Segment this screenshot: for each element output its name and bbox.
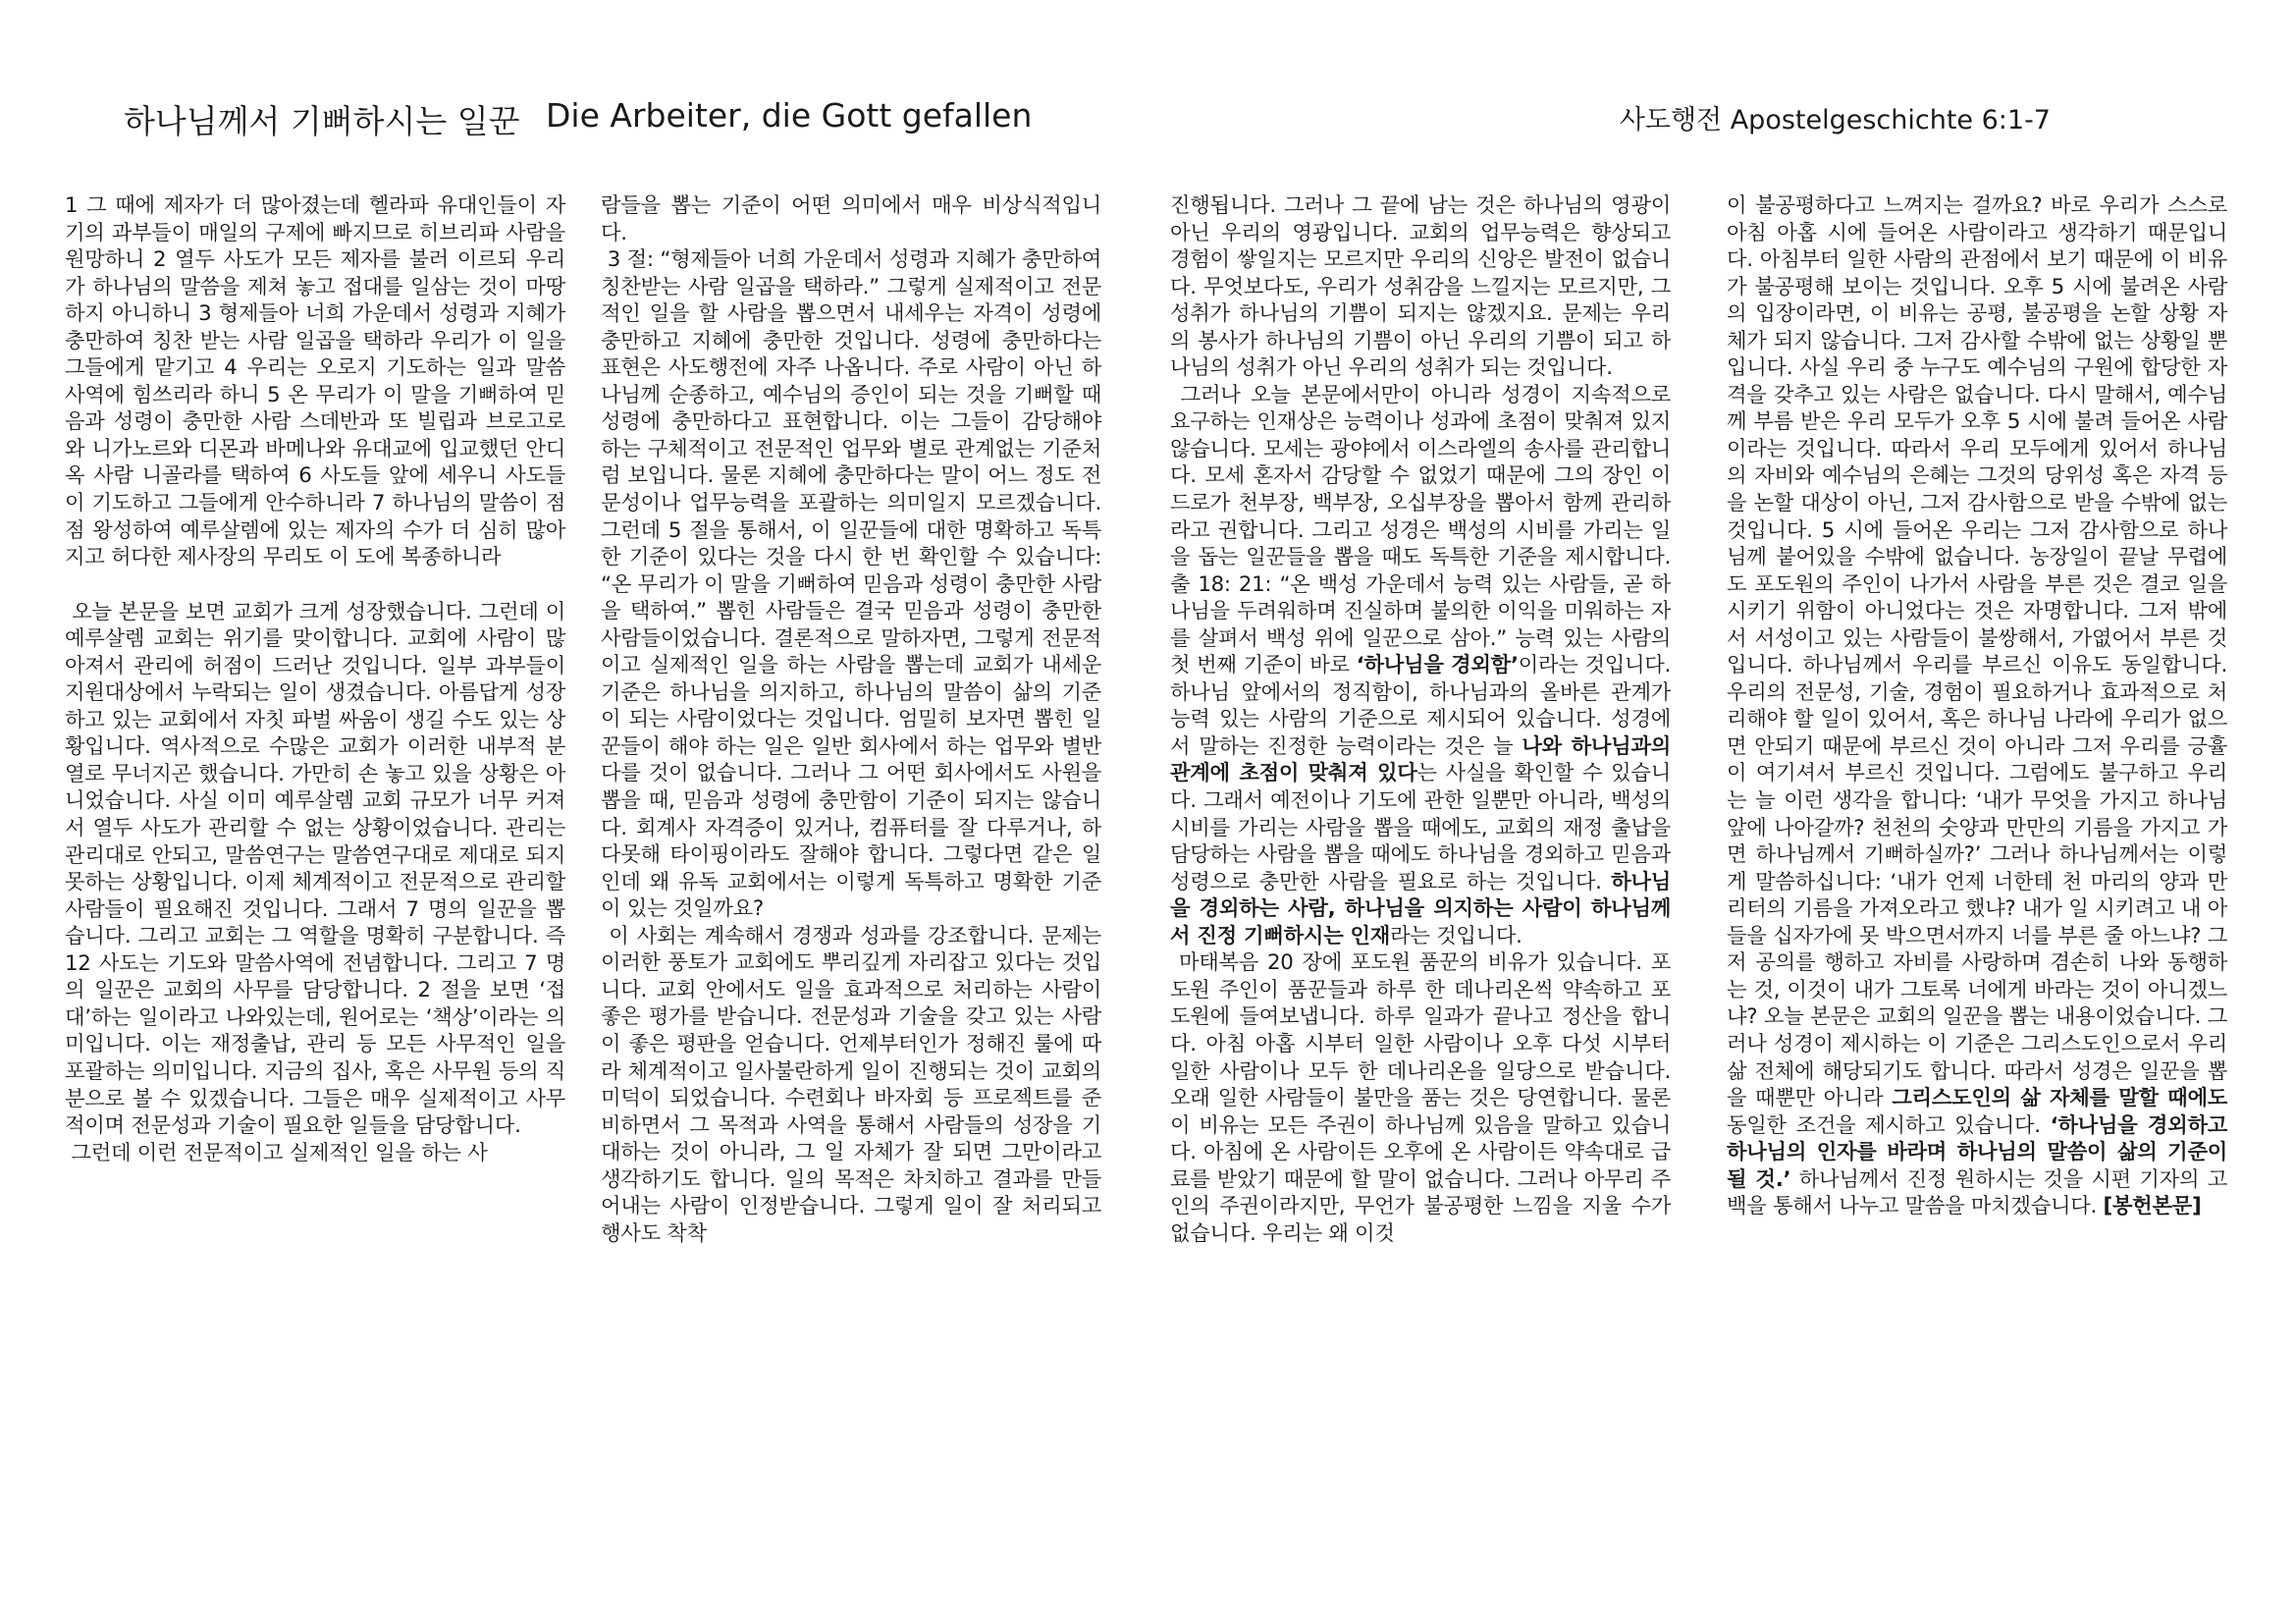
paragraph-gap (65, 571, 565, 599)
scripture-passage: 1 그 때에 제자가 더 많아졌는데 헬라파 유대인들이 자기의 과부들이 매일의 구제에 빠지므로 히브리파 사람을 원망하니 2 열두 사도가 모든 제자를 불러 이르되 우리가 하나님의 말씀을 제쳐 놓고 접대를 일삼는 것이 마땅하지 아니하니 3 형제들아 너희 가운데서 성령과 지혜가 충만하여 칭찬 받는 사람 일곱을 택하라 우리가 이 일을 그들에게 맡기고 4 우리는 오로지 기도하는 일과 말씀 사역에 힘쓰리라 하니 5 온 무리가 이 말을 기뻐하여 믿음과 성령이 충만한 사람 스데반과 또 빌립과 브로고로와 니가노르와 디몬과 바메나와 유대교에 입교했던 안디옥 사람 니골라를 택하여 6 사도들 앞에 세우니 사도들이 기도하고 그들에게 안수하니라 7 하나님의 말씀이 점점 왕성하여 예루살렘에 있는 제자의 수가 더 심히 많아지고 허다한 제사장의 무리도 이 도에 복종하니라 (65, 193, 572, 570)
sermon-title-german: Die Arbeiter, die Gott gefallen (546, 96, 1033, 135)
emphasis-text: 나와 하나님과의 관계에 초점이 맞춰져 있다 (1170, 733, 1679, 786)
scripture-reference: 사도행전 Apostelgeschichte 6:1-7 (1619, 105, 2051, 135)
sermon-paragraph: 3 절: “형제들아 너희 가운데서 성령과 지혜가 충만하여 칭찬받는 사람 일곱을 택하라.” 그렇게 실제적이고 전문적인 일을 할 사람을 뽑으면서 내세우는 자격이 성령에 충만하고 지혜에 충만한 것입니다. 성령에 충만하다는 표현은 사도행전에 자주 나옵니다. 주로 사람이 아닌 하나님께 순종하고, 예수님의 증인이 되는 것을 기뻐할 때 성령에 충만하다고 표현합니다. 이는 그들이 감당해야 하는 구체적이고 전문적인 업무와 별로 관계없는 기준처럼 보입니다. 물론 지혜에 충만하다는 말이 어느 정도 전문성이나 업무능력을 포괄하는 의미일지 모르겠습니다. 그런데 5 절을 통해서, 이 일꾼들에 대한 명확하고 독특한 기준이 있다는 것을 다시 한 번 확인할 수 있습니다: “온 무리가 이 말을 기뻐하여 믿음과 성령이 충만한 사람을 택하여.” 뽑힌 사람들은 결국 믿음과 성령이 충만한 사람들이었습니다. 결론적으로 말하자면, 그렇게 전문적이고 실제적인 일을 하는 사람을 뽑는데 교회가 내세운 기준은 하나님을 의지하고, 하나님의 말씀이 삶의 기준이 되는 사람이었다는 것입니다. 엄밀히 보자면 뽑힌 일꾼들이 해야 하는 일은 일반 회사에서 하는 업무와 별반 다를 것이 없습니다. 그러나 그 어떤 회사에서도 사원을 뽑을 때, 믿음과 성령에 충만함이 기준이 되지는 않습니다. 회계사 자격증이 있거나, 컴퓨터를 잘 다루거나, 하다못해 타이핑이라도 잘해야 합니다. 그렇다면 같은 일인데 왜 유독 교회에서는 이렇게 독특하고 명확한 기준이 있는 것일까요? (601, 247, 1108, 922)
emphasis-text: ‘하나님을 경외하고 하나님의 인자를 바라며 하나님의 말씀이 삶의 기준이 될 것.’ (1727, 1112, 2235, 1192)
sermon-paragraph (1170, 382, 1679, 949)
sermon-paragraph: 마태복음 20 장에 포도원 품꾼의 비유가 있습니다. 포도원 주인이 품꾼들과 하루 한 데나리온씩 약속하고 포도원에 들여보냅니다. 하루 일과가 끝나고 정산을 합니다. 아침 아홉 시부터 일한 사람이나 오후 다섯 시부터 일한 사람이나 모두 한 데나리온을 일당으로 받습니다. 오래 일한 사람들이 불만을 품는 것은 당연합니다. 물론 이 비유는 모든 주권이 하나님께 있음을 말하고 있습니다. 아침에 온 사람이든 오후에 온 사람이든 약속대로 급료를 받았기 때문에 할 말이 없습니다. 그러나 아무리 주인의 주권이라지만, 무언가 불공평한 느낌을 지울 수가 없습니다. 우리는 왜 이것 (1170, 950, 1678, 1246)
text-run: 하나님께서 진정 원하시는 것을 시편 기자의 고백을 통해서 나누고 말씀을 마치겠습니다. (1727, 1166, 2227, 1219)
column-2 (601, 192, 1108, 1587)
text-run: 그러나 오늘 본문에서만이 아니라 성경이 지속적으로 요구하는 인재상은 능력이나 성과에 초점이 맞춰져 있지 않습니다. 모세는 광야에서 이스라엘의 송사를 관리합니다. 모세 혼자서 감당할 수 없었기 때문에 그의 장인 이드로가 천부장, 백부장, 오십부장을 뽑아서 함께 관리하라고 권합니다. 그리고 성경은 백성의 시비를 가리는 일을 돕는 일꾼들을 뽑을 때도 독특한 기준을 제시합니다. 출 18: 21: “온 백성 가운데서 능력 있는 사람들, 곧 하나님을 두려워하며 진실하며 불의한 이익을 미워하는 자를 살펴서 백성 위에 일꾼으로 삼아.” 능력 있는 사람의 첫 번째 기준이 바로 (1170, 382, 1678, 678)
sermon-paragraph: 오늘 본문을 보면 교회가 크게 성장했습니다. 그런데 이 예루살렘 교회는 위기를 맞이합니다. 교회에 사람이 많아져서 관리에 허점이 드러난 것입니다. 일부 과부들이 지원대상에서 누락되는 일이 생겼습니다. 아름답게 성장하고 있는 교회에서 자칫 파벌 싸움이 생길 수도 있는 상황입니다. 역사적으로 수많은 교회가 이러한 내부적 분열로 무너지곤 했습니다. 가만히 손 놓고 있을 상황은 아니었습니다. 사실 이미 예루살렘 교회 규모가 너무 커져서 열두 사도가 관리할 수 없는 상황이었습니다. 관리는 관리대로 안되고, 말씀연구는 말씀연구대로 제대로 되지 못하는 상황입니다. 이제 체계적이고 전문적으로 관리할 사람들이 필요해진 것입니다. 그래서 7 명의 일꾼을 뽑습니다. 그리고 교회는 그 역할을 명확히 구분합니다. 즉 12 사도는 기도와 말씀사역에 전념합니다. 그리고 7 명의 일꾼은 교회의 사무를 담당합니다. 2 절을 보면 ‘접대’하는 일이라고 나와있는데, 원어로는 ‘책상’이라는 의미입니다. 이는 재정출납, 관리 등 모든 사무적인 일을 포괄하는 의미입니다. 지금의 집사, 혹은 사무원 등의 직분으로 볼 수 있겠습니다. 그들은 매우 실제적이고 사무적이며 전문성과 기술이 필요한 일들을 담당합니다. (65, 599, 572, 1139)
sermon-paragraph (1727, 192, 2235, 1220)
emphasis-text: ‘하나님을 경외함’ (1356, 653, 1519, 678)
offering-text-label: [봉헌본문] (2103, 1194, 2202, 1219)
text-run: 이라는 것입니다. 하나님 앞에서의 정직함이, 하나님과의 올바른 관계가 능력 있는 사람의 기준으로 제시되어 있습니다. 성경에서 말하는 진정한 능력이라는 것은 늘 (1170, 653, 1678, 759)
page-header (0, 96, 2296, 145)
text-run: 는 사실을 확인할 수 있습니다. 그래서 예전이나 기도에 관한 일뿐만 아니라, 백성의 시비를 가리는 사람을 뽑을 때에도, 교회의 재정 출납을 담당하는 사람을 뽑을 때에도 하나님을 경외하고 믿음과 성령으로 충만한 사람을 필요로 하는 것입니다. (1170, 761, 1678, 894)
text-run: 이 불공평하다고 느껴지는 걸까요? 바로 우리가 스스로 아침 아홉 시에 들어온 사람이라고 생각하기 때문입니다. 아침부터 일한 사람의 관점에서 보기 때문에 이 비유가 불공평해 보이는 것입니다. 오후 5 시에 불려온 사람의 입장이라면, 이 비유는 공평, 불공평을 논할 상황 자체가 되지 않습니다. 그저 감사할 수밖에 없는 상황일 뿐입니다. 사실 우리 중 누구도 예수님의 구원에 합당한 자격을 갖추고 있는 사람은 없습니다. 다시 말해서, 예수님께 부름 받은 우리 모두가 오후 5 시에 불려 들어온 사람이라는 것입니다. 따라서 우리 모두에게 있어서 하나님의 자비와 예수님의 은혜는 그것의 당위성 혹은 자격 등을 논할 대상이 아닌, 그저 감사함으로 받을 수밖에 없는 것입니다. 5 시에 들어온 우리는 그저 감사함으로 하나님께 붙어있을 수밖에 없습니다. 농장일이 끝날 무렵에도 포도원의 주인이 나가서 사람을 부른 것은 결코 일을 시키기 위함이 아니었다는 것은 자명합니다. 그저 밖에서 서성이고 있는 사람들이 불쌍해서, 가엾어서 부른 것입니다. 하나님께서 우리를 부르신 이유도 동일합니다. 우리의 전문성, 기술, 경험이 필요하거나 효과적으로 처리해야 할 일이 있어서, 혹은 하나님 나라에 우리가 없으면 안되기 때문에 부르신 것이 아니라 그저 우리를 긍휼이 여기셔서 부르신 것입니다. 그럼에도 불구하고 우리는 늘 이런 생각을 합니다: ‘내가 무엇을 가지고 하나님 앞에 나아갈까? 천천의 숫양과 만만의 기름을 가지고 가면 하나님께서 기뻐하실까?’ 그러나 하나님께서는 이렇게 말씀하십니다: ‘내가 언제 너한테 천 마리의 양과 만 리터의 기름을 가져오라고 했냐? 내가 일 시키려고 내 아들을 십자가에 못 박으면서까지 너를 부른 줄 아느냐? 그저 공의를 행하고 자비를 사랑하며 겸손히 나와 동행하는 것, 이것이 내가 그토록 너에게 바라는 것이 아니겠느냐? 오늘 본문은 교회의 일꾼을 뽑는 내용이었습니다. 그러나 성경이 제시하는 이 기준은 그리스도인으로서 우리 삶 전체에 해당되기도 합니다. 따라서 성경은 일꾼을 뽑을 때뿐만 아니라 (1727, 193, 2234, 1111)
sermon-paragraph: 람들을 뽑는 기준이 어떤 의미에서 매우 비상식적입니다. (601, 193, 1101, 245)
text-run: 라는 것입니다. (1390, 923, 1522, 948)
sermon-paragraph: 그런데 이런 전문적이고 실제적인 일을 하는 사 (65, 1140, 488, 1165)
sermon-paragraph: 진행됩니다. 그러나 그 끝에 남는 것은 하나님의 영광이 아닌 우리의 영광입니다. 교회의 업무능력은 향상되고 경험이 쌓일지는 모르지만 우리의 신앙은 발전이 없습니다. 무엇보다도, 우리가 성취감을 느낄지는 모르지만, 그 성취가 하나님의 기쁨이 되지는 않겠지요. 문제는 우리의 봉사가 하나님의 기쁨이 아닌 우리의 기쁨이 되고 하나님의 성취가 아닌 우리의 성취가 되는 것입니다. (1170, 193, 1678, 381)
column-4 (1727, 192, 2235, 1587)
sermon-title-korean: 하나님께서 기뻐하시는 일꾼 (124, 102, 520, 140)
text-columns (0, 192, 2296, 1587)
text-run: 동일한 조건을 제시하고 있습니다. (1727, 1086, 2234, 1138)
column-1 (65, 192, 572, 1587)
emphasis-text: 그리스도인의 삶 자체를 말할 때에도 (1892, 1086, 2227, 1111)
emphasis-text: 하나님을 경외하는 사람, 하나님을 의지하는 사람이 하나님께서 진정 기뻐하시는 인재 (1170, 869, 1671, 948)
sermon-paragraph: 이 사회는 계속해서 경쟁과 성과를 강조합니다. 문제는 이러한 풍토가 교회에도 뿌리깊게 자리잡고 있다는 것입니다. 교회 안에서도 일을 효과적으로 처리하는 사람이 좋은 평가를 받습니다. 전문성과 기술을 갖고 있는 사람이 좋은 평판을 얻습니다. 언제부터인가 정해진 룰에 따라 체계적이고 일사불란하게 일이 진행되는 것이 교회의 미덕이 되었습니다. 수련회나 바자회 등 프로젝트를 준비하면서 그 목적과 사역을 통해서 사람들의 성장을 기대하는 것이 아니라, 그 일 자체가 잘 되면 그만이라고 생각하기도 합니다. 일의 목적은 차치하고 결과를 만들어내는 사람이 인정받습니다. 그렇게 일이 잘 처리되고 행사도 착착 (601, 923, 1108, 1246)
column-3 (1170, 192, 1679, 1587)
